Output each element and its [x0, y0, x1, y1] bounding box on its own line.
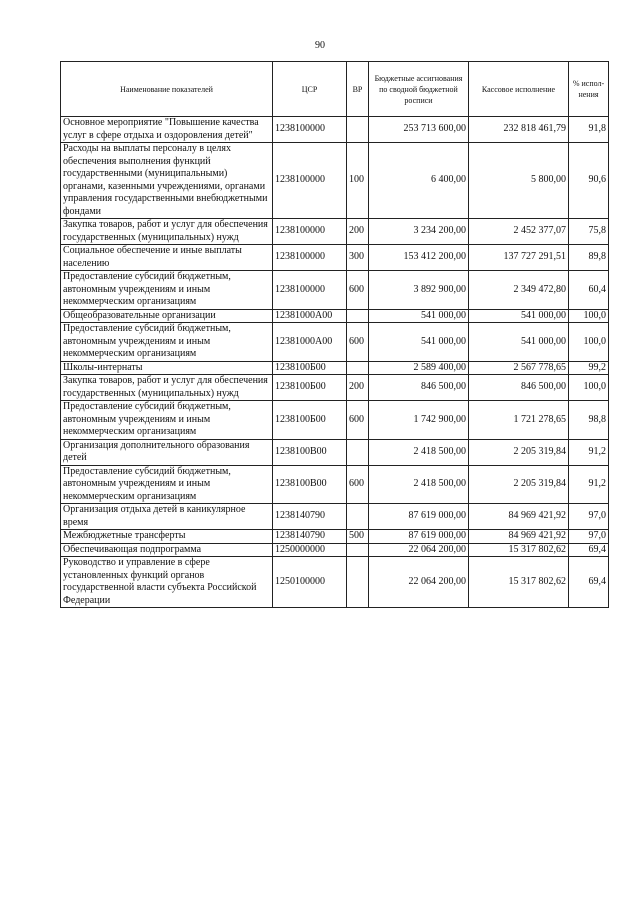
cell-name: Предоставление субсидий бюджетным, автономным учреждениям и иным некоммерческим организациям — [61, 323, 273, 362]
cell-budget: 2 589 400,00 — [369, 361, 469, 375]
cell-cash: 541 000,00 — [469, 309, 569, 323]
cell-percent: 69,4 — [569, 557, 609, 608]
cell-name: Общеобразовательные организации — [61, 309, 273, 323]
cell-percent: 97,0 — [569, 530, 609, 544]
cell-budget: 2 418 500,00 — [369, 439, 469, 465]
cell-name: Организация отдыха детей в каникулярное время — [61, 504, 273, 530]
cell-name: Закупка товаров, работ и услуг для обеспечения государственных (муниципальных) нужд — [61, 219, 273, 245]
header-csr: ЦСР — [273, 62, 347, 117]
table-row — [61, 557, 609, 608]
header-percent: % испол-нения — [569, 62, 609, 117]
cell-vr — [347, 439, 369, 465]
cell-name: Предоставление субсидий бюджетным, автономным учреждениям и иным некоммерческим организациям — [61, 271, 273, 310]
cell-budget: 541 000,00 — [369, 323, 469, 362]
cell-name: Межбюджетные трансферты — [61, 530, 273, 544]
cell-budget: 846 500,00 — [369, 375, 469, 401]
cell-name: Предоставление субсидий бюджетным, автономным учреждениям и иным некоммерческим организациям — [61, 401, 273, 440]
cell-csr: 12381000А00 — [273, 309, 347, 323]
cell-csr: 1238100Б00 — [273, 401, 347, 440]
cell-name: Обеспечивающая подпрограмма — [61, 543, 273, 557]
cell-cash: 84 969 421,92 — [469, 504, 569, 530]
cell-cash: 846 500,00 — [469, 375, 569, 401]
cell-vr: 100 — [347, 143, 369, 219]
cell-csr: 1238100В00 — [273, 465, 347, 504]
cell-percent: 98,8 — [569, 401, 609, 440]
cell-csr: 1238100000 — [273, 245, 347, 271]
header-cash: Кассовое исполнение — [469, 62, 569, 117]
cell-budget: 87 619 000,00 — [369, 530, 469, 544]
cell-cash: 2 205 319,84 — [469, 465, 569, 504]
cell-vr: 300 — [347, 245, 369, 271]
table-row — [61, 543, 609, 557]
cell-percent: 100,0 — [569, 323, 609, 362]
cell-vr — [347, 504, 369, 530]
cell-percent: 69,4 — [569, 543, 609, 557]
table-row — [61, 271, 609, 310]
cell-budget: 3 234 200,00 — [369, 219, 469, 245]
cell-vr: 200 — [347, 375, 369, 401]
cell-vr — [347, 309, 369, 323]
cell-percent: 91,2 — [569, 439, 609, 465]
header-vr: ВР — [347, 62, 369, 117]
cell-name: Закупка товаров, работ и услуг для обеспечения государственных (муниципальных) нужд — [61, 375, 273, 401]
table-row — [61, 143, 609, 219]
cell-csr: 12381000А00 — [273, 323, 347, 362]
cell-csr: 1238140790 — [273, 504, 347, 530]
table-body — [61, 117, 609, 608]
cell-name: Социальное обеспечение и иные выплаты населению — [61, 245, 273, 271]
cell-name: Организация дополнительного образования детей — [61, 439, 273, 465]
header-name: Наименование показателей — [61, 62, 273, 117]
cell-budget: 6 400,00 — [369, 143, 469, 219]
cell-budget: 87 619 000,00 — [369, 504, 469, 530]
cell-csr: 1238100000 — [273, 117, 347, 143]
cell-percent: 91,8 — [569, 117, 609, 143]
table-row — [61, 361, 609, 375]
table-row — [61, 323, 609, 362]
cell-percent: 100,0 — [569, 309, 609, 323]
cell-budget: 541 000,00 — [369, 309, 469, 323]
cell-cash: 2 452 377,07 — [469, 219, 569, 245]
table-row — [61, 401, 609, 440]
cell-vr — [347, 361, 369, 375]
cell-budget: 3 892 900,00 — [369, 271, 469, 310]
cell-csr: 1238140790 — [273, 530, 347, 544]
table-row — [61, 439, 609, 465]
cell-vr — [347, 557, 369, 608]
table-header-row — [61, 62, 609, 117]
cell-csr: 1250100000 — [273, 557, 347, 608]
cell-name: Расходы на выплаты персоналу в целях обеспечения выполнения функций государственными (муниципальными) органами, казенными учреждениями, органами управления государственными внебюджетными фондами — [61, 143, 273, 219]
cell-budget: 22 064 200,00 — [369, 543, 469, 557]
cell-percent: 100,0 — [569, 375, 609, 401]
cell-vr: 600 — [347, 401, 369, 440]
cell-cash: 137 727 291,51 — [469, 245, 569, 271]
cell-percent: 75,8 — [569, 219, 609, 245]
cell-cash: 541 000,00 — [469, 323, 569, 362]
table-row — [61, 530, 609, 544]
cell-csr: 1238100000 — [273, 219, 347, 245]
cell-cash: 1 721 278,65 — [469, 401, 569, 440]
cell-cash: 2 349 472,80 — [469, 271, 569, 310]
cell-cash: 5 800,00 — [469, 143, 569, 219]
table-row — [61, 219, 609, 245]
cell-name: Школы-интернаты — [61, 361, 273, 375]
cell-percent: 91,2 — [569, 465, 609, 504]
cell-csr: 1238100Б00 — [273, 361, 347, 375]
cell-budget: 1 742 900,00 — [369, 401, 469, 440]
page-number: 90 — [315, 40, 325, 51]
cell-name: Предоставление субсидий бюджетным, автономным учреждениям и иным некоммерческим организациям — [61, 465, 273, 504]
table-row — [61, 245, 609, 271]
cell-vr — [347, 543, 369, 557]
cell-percent: 99,2 — [569, 361, 609, 375]
cell-percent: 90,6 — [569, 143, 609, 219]
table-row — [61, 375, 609, 401]
cell-csr: 1250000000 — [273, 543, 347, 557]
cell-name: Основное мероприятие "Повышение качества услуг в сфере отдыха и оздоровления детей" — [61, 117, 273, 143]
cell-budget: 22 064 200,00 — [369, 557, 469, 608]
header-budget: Бюджетные ассигнования по сводной бюджетной росписи — [369, 62, 469, 117]
cell-cash: 84 969 421,92 — [469, 530, 569, 544]
cell-vr: 600 — [347, 271, 369, 310]
cell-vr — [347, 117, 369, 143]
cell-csr: 1238100Б00 — [273, 375, 347, 401]
cell-percent: 60,4 — [569, 271, 609, 310]
cell-cash: 2 205 319,84 — [469, 439, 569, 465]
table-row — [61, 117, 609, 143]
cell-vr: 600 — [347, 465, 369, 504]
cell-vr: 500 — [347, 530, 369, 544]
cell-percent: 97,0 — [569, 504, 609, 530]
cell-budget: 2 418 500,00 — [369, 465, 469, 504]
budget-execution-table — [60, 61, 609, 608]
cell-vr: 200 — [347, 219, 369, 245]
cell-vr: 600 — [347, 323, 369, 362]
cell-csr: 1238100000 — [273, 143, 347, 219]
cell-csr: 1238100000 — [273, 271, 347, 310]
cell-name: Руководство и управление в сфере установленных функций органов государственной власти субъекта Российской Федерации — [61, 557, 273, 608]
table-row — [61, 309, 609, 323]
table-row — [61, 465, 609, 504]
cell-cash: 232 818 461,79 — [469, 117, 569, 143]
cell-budget: 153 412 200,00 — [369, 245, 469, 271]
cell-cash: 15 317 802,62 — [469, 557, 569, 608]
cell-budget: 253 713 600,00 — [369, 117, 469, 143]
cell-percent: 89,8 — [569, 245, 609, 271]
table-row — [61, 504, 609, 530]
cell-cash: 2 567 778,65 — [469, 361, 569, 375]
cell-csr: 1238100В00 — [273, 439, 347, 465]
cell-cash: 15 317 802,62 — [469, 543, 569, 557]
